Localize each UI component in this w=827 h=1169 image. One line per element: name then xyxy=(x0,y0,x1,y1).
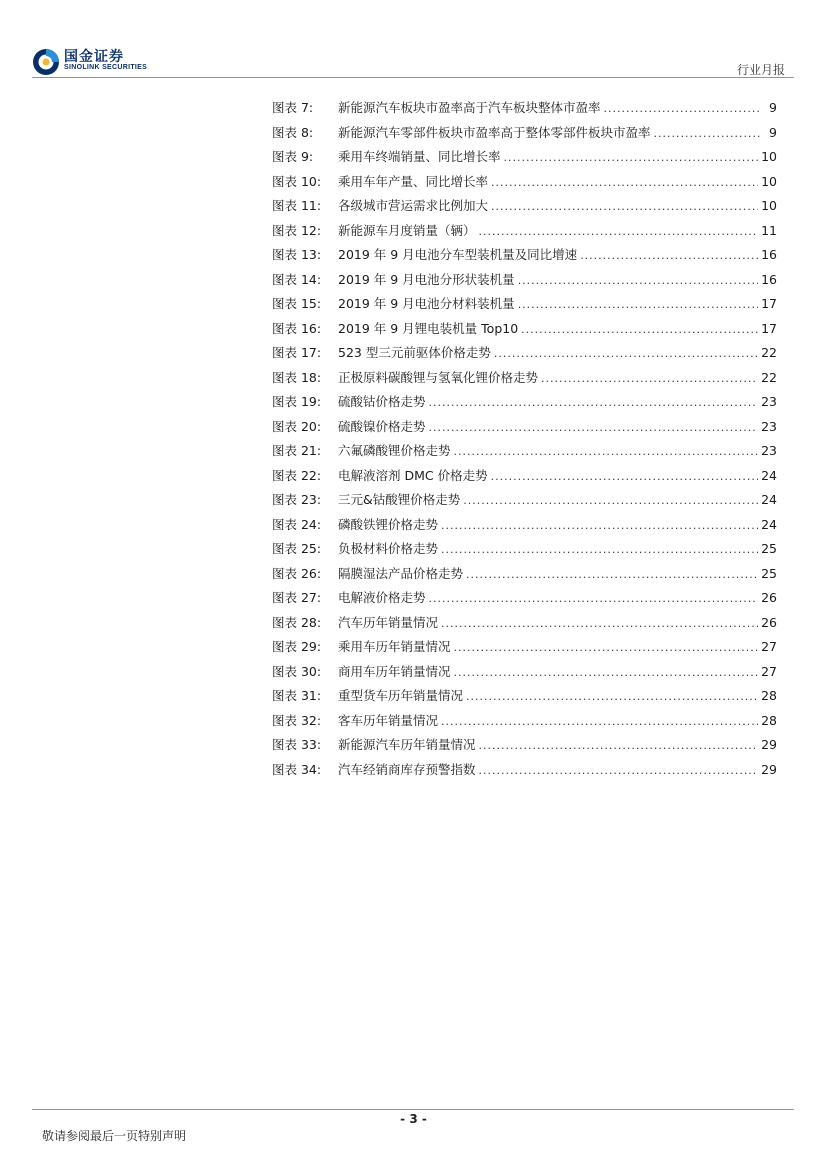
toc-entry[interactable] xyxy=(272,417,777,442)
toc-entry[interactable] xyxy=(272,564,777,589)
toc-entry-title: 重型货车历年销量情况 xyxy=(338,688,464,703)
toc-entry-label: 图表 34: xyxy=(272,761,322,777)
toc-entry-page: 16 xyxy=(761,271,777,287)
toc-entry-page: 10 xyxy=(761,173,777,189)
toc-entry-page: 28 xyxy=(761,712,777,728)
toc-leader-dots xyxy=(479,739,759,752)
toc-entry-label: 图表 8: xyxy=(272,124,314,140)
toc-entry-label: 图表 22: xyxy=(272,467,322,483)
toc-leader-dots xyxy=(429,592,759,605)
toc-entry-title: 正极原料碳酸锂与氢氧化锂价格走势 xyxy=(338,369,539,385)
disclaimer: 敬请参阅最后一页特别声明 xyxy=(42,1129,187,1143)
toc-entry[interactable] xyxy=(272,490,777,515)
toc-entry[interactable] xyxy=(272,343,777,368)
toc-entry-title: 2019 年 9 月锂电装机量 Top10 xyxy=(338,320,519,336)
toc-entry-title: 523 型三元前驱体价格走势 xyxy=(338,345,491,360)
toc-entry-title: 2019 年 9 月电池分形状装机量 xyxy=(338,271,515,287)
toc-entry-label: 图表 33: xyxy=(272,737,322,752)
toc-entry-title: 乘用车年产量、同比增长率 xyxy=(338,173,489,189)
toc-entry-page: 29 xyxy=(761,761,777,777)
toc-entry-title: 电解液溶剂 DMC 价格走势 xyxy=(338,467,488,483)
toc-entry-title: 2019 年 9 月电池分车型装机量及同比增速 xyxy=(338,247,578,262)
page-header xyxy=(0,0,827,80)
toc-entry-label: 图表 12: xyxy=(272,222,322,238)
toc-entry[interactable] xyxy=(272,270,777,295)
toc-entry-title: 新能源车月度销量（辆） xyxy=(338,222,476,238)
toc-entry[interactable] xyxy=(272,760,777,785)
toc-entry-page: 24 xyxy=(761,516,777,532)
toc-entry-page: 22 xyxy=(761,345,777,360)
toc-leader-dots xyxy=(491,176,758,189)
toc-entry-page: 11 xyxy=(761,222,777,238)
toc-entry[interactable] xyxy=(272,466,777,491)
toc-entry-title: 硫酸钴价格走势 xyxy=(338,394,426,409)
brand-name-cn: 国金证券 xyxy=(64,49,124,65)
toc-entry-label: 图表 28: xyxy=(272,614,322,630)
toc-leader-dots xyxy=(441,543,758,556)
toc-entry-page: 23 xyxy=(761,418,777,434)
brand-logo xyxy=(32,44,192,78)
toc-entry-title: 隔膜湿法产品价格走势 xyxy=(338,565,464,581)
toc-entry[interactable] xyxy=(272,245,777,270)
toc-entry-label: 图表 9: xyxy=(272,149,314,164)
toc-leader-dots xyxy=(541,372,758,385)
toc-entry-page: 23 xyxy=(761,394,777,409)
toc-entry-label: 图表 14: xyxy=(272,271,322,287)
toc-leader-dots xyxy=(479,764,759,777)
toc-entry-page: 9 xyxy=(769,100,777,115)
toc-leader-dots xyxy=(466,690,758,703)
toc-entry-label: 图表 17: xyxy=(272,345,322,360)
toc-entry[interactable] xyxy=(272,368,777,393)
toc-entry[interactable] xyxy=(272,662,777,687)
toc-entry-label: 图表 23: xyxy=(272,492,322,507)
toc-entry-label: 图表 21: xyxy=(272,443,322,458)
toc-leader-dots xyxy=(463,494,758,507)
toc-entry-title: 新能源汽车板块市盈率高于汽车板块整体市盈率 xyxy=(338,100,601,115)
toc-entry[interactable] xyxy=(272,711,777,736)
toc-leader-dots xyxy=(504,151,759,164)
toc-entry-page: 26 xyxy=(761,590,777,605)
footer-divider xyxy=(32,1109,794,1110)
toc-entry-label: 图表 7: xyxy=(272,100,314,115)
toc-entry[interactable] xyxy=(272,196,777,221)
sinolink-logo-icon xyxy=(32,48,60,76)
toc-leader-dots xyxy=(479,225,759,238)
toc-leader-dots xyxy=(604,102,762,115)
toc-entry[interactable] xyxy=(272,539,777,564)
toc-entry-page: 10 xyxy=(761,198,777,213)
page-number: - 3 - xyxy=(400,1112,427,1126)
toc-entry-label: 图表 27: xyxy=(272,590,322,605)
toc-entry-title: 硫酸镍价格走势 xyxy=(338,418,426,434)
toc-entry[interactable] xyxy=(272,319,777,344)
toc-entry-title: 电解液价格走势 xyxy=(338,590,426,605)
toc-leader-dots xyxy=(521,323,758,336)
toc-entry[interactable] xyxy=(272,294,777,319)
header-divider xyxy=(32,77,794,78)
toc-entry-label: 图表 32: xyxy=(272,712,322,728)
toc-entry-title: 新能源汽车零部件板块市盈率高于整体零部件板块市盈率 xyxy=(338,124,651,140)
toc-leader-dots xyxy=(454,641,759,654)
toc-entry-page: 27 xyxy=(761,663,777,679)
toc-entry-label: 图表 16: xyxy=(272,320,322,336)
toc-entry-label: 图表 11: xyxy=(272,198,322,213)
toc-entry-page: 23 xyxy=(761,443,777,458)
toc-entry-label: 图表 24: xyxy=(272,516,322,532)
toc-leader-dots xyxy=(518,274,758,287)
toc-leader-dots xyxy=(466,568,758,581)
figure-index-list xyxy=(272,98,777,784)
toc-entry-label: 图表 31: xyxy=(272,688,322,703)
toc-entry-label: 图表 25: xyxy=(272,541,322,556)
toc-leader-dots xyxy=(454,445,759,458)
toc-entry-title: 汽车经销商库存预警指数 xyxy=(338,761,476,777)
toc-entry-label: 图表 20: xyxy=(272,418,322,434)
toc-entry-title: 各级城市营运需求比例加大 xyxy=(338,198,489,213)
toc-entry-page: 25 xyxy=(761,565,777,581)
toc-entry-title: 乘用车终端销量、同比增长率 xyxy=(338,149,501,164)
toc-entry-title: 客车历年销量情况 xyxy=(338,712,439,728)
toc-entry[interactable] xyxy=(272,441,777,466)
toc-entry[interactable] xyxy=(272,221,777,246)
toc-entry-page: 10 xyxy=(761,149,777,164)
toc-leader-dots xyxy=(441,617,758,630)
toc-entry-page: 28 xyxy=(761,688,777,703)
toc-entry-page: 26 xyxy=(761,614,777,630)
toc-entry[interactable] xyxy=(272,515,777,540)
toc-entry[interactable] xyxy=(272,98,777,123)
toc-entry-page: 17 xyxy=(761,320,777,336)
toc-entry-page: 27 xyxy=(761,639,777,654)
toc-leader-dots xyxy=(454,666,759,679)
toc-leader-dots xyxy=(441,715,758,728)
toc-entry-page: 17 xyxy=(761,296,777,311)
toc-entry-title: 六氟磷酸锂价格走势 xyxy=(338,443,451,458)
toc-entry-page: 22 xyxy=(761,369,777,385)
toc-leader-dots xyxy=(429,396,759,409)
toc-entry-page: 29 xyxy=(761,737,777,752)
toc-entry-page: 24 xyxy=(761,492,777,507)
toc-entry-title: 磷酸铁锂价格走势 xyxy=(338,516,439,532)
toc-leader-dots xyxy=(429,421,759,434)
toc-entry-title: 负极材料价格走势 xyxy=(338,541,439,556)
toc-entry-page: 9 xyxy=(769,124,777,140)
toc-entry[interactable] xyxy=(272,172,777,197)
toc-leader-dots xyxy=(491,470,759,483)
toc-entry[interactable] xyxy=(272,123,777,148)
toc-entry[interactable] xyxy=(272,147,777,172)
toc-leader-dots xyxy=(491,200,758,213)
toc-entry[interactable] xyxy=(272,613,777,638)
toc-entry-label: 图表 13: xyxy=(272,247,322,262)
brand-name-en: SINOLINK SECURITIES xyxy=(64,64,148,71)
toc-leader-dots xyxy=(518,298,758,311)
toc-leader-dots xyxy=(580,249,758,262)
toc-entry[interactable] xyxy=(272,588,777,613)
toc-entry[interactable] xyxy=(272,686,777,711)
toc-entry[interactable] xyxy=(272,637,777,662)
toc-entry-title: 新能源汽车历年销量情况 xyxy=(338,737,476,752)
toc-entry-label: 图表 18: xyxy=(272,369,322,385)
toc-entry[interactable] xyxy=(272,735,777,760)
toc-entry-label: 图表 10: xyxy=(272,173,322,189)
toc-leader-dots xyxy=(654,127,762,140)
toc-entry-page: 25 xyxy=(761,541,777,556)
toc-leader-dots xyxy=(494,347,758,360)
report-type: 行业月报 xyxy=(736,63,785,77)
toc-entry-title: 三元&钴酸锂价格走势 xyxy=(338,492,461,507)
toc-entry-label: 图表 26: xyxy=(272,565,322,581)
toc-entry-page: 24 xyxy=(761,467,777,483)
toc-leader-dots xyxy=(441,519,758,532)
toc-entry-title: 乘用车历年销量情况 xyxy=(338,639,451,654)
toc-entry[interactable] xyxy=(272,392,777,417)
toc-entry-label: 图表 15: xyxy=(272,296,322,311)
toc-entry-label: 图表 19: xyxy=(272,394,322,409)
toc-entry-title: 2019 年 9 月电池分材料装机量 xyxy=(338,296,515,311)
toc-entry-title: 汽车历年销量情况 xyxy=(338,614,439,630)
toc-entry-label: 图表 29: xyxy=(272,639,322,654)
toc-entry-title: 商用车历年销量情况 xyxy=(338,663,451,679)
toc-entry-label: 图表 30: xyxy=(272,663,322,679)
toc-entry-page: 16 xyxy=(761,247,777,262)
